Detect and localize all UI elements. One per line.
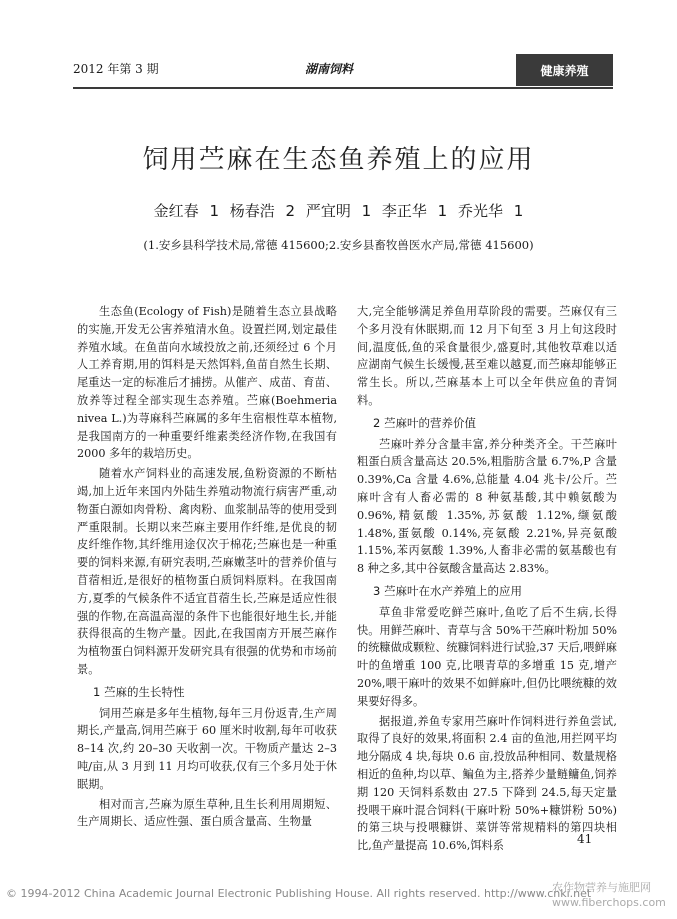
section-tab: 健康养殖 xyxy=(516,54,613,86)
journal-name: 湖南饲料 xyxy=(305,62,354,76)
paragraph: 大,完全能够满足养鱼用草阶段的需要。苎麻仅有三个多月没有休眠期,而 12 月下旬至 3 月上旬这段时间,温度低,鱼的采食量很少,盛夏时,其他牧草难以适应湖南气候生长缓慢,甚至难以越夏,而苎麻却能够正常生长。所以,苎麻基本上可以全年供应鱼的青饲料。 xyxy=(357,305,617,407)
author-list: 金红春 1 杨春浩 2 严宜明 1 李正华 1 乔光华 1 xyxy=(153,202,524,220)
watermark: 农作物营养与施肥网 www.fiberchops.com xyxy=(552,881,666,909)
paragraph: 苎麻叶养分含量丰富,养分种类齐全。干苎麻叶粗蛋白质含量高达 20.5%,粗脂肪含量 6.7%,P 含量 0.39%,Ca 含量 4.6%,总能量 4.04 兆卡/公斤。苎麻叶含有人畜必需的 8 种氨基酸,其中赖氨酸为 0.96%,精氨酸 1.35%,苏氨酸 1.12%,缬氨酸 1.48%,蛋氨酸 0.14%,亮氨酸 2.21%,异亮氨酸 1.15%,苯丙氨酸 1.39%,人畜非必需的氨基酸也有 8 种之多,其中谷氨酸含量高达 2.83%。 xyxy=(357,437,617,576)
paragraph: 随着水产饲料业的高速发展,鱼粉资源的不断枯竭,加上近年来国内外陆生养殖动物流行病害严重,动物蛋白源如肉骨粉、禽肉粉、血浆制品等的使用受到严重限制。长期以来苎麻主要用作纤维,是优良的韧皮纤维作物,其纤维用途仅次于棉花;苎麻也是一种重要的饲料来源,有研究表明,苎麻嫩茎叶的营养价值与苜蓿相近,是很好的植物蛋白质饲料原料。在我国南方,夏季的气候条件不适宜苜蓿生长,苎麻是适应性很强的作物,在高温高湿的条件下也能很好地生长,并能获得很高的生物产量。因此,在我国南方开展苎麻作为植物蛋白饲料源开发研究具有很强的优势和市场前景。 xyxy=(77,467,337,676)
section-heading: 3 苎麻叶在水产养殖上的应用 xyxy=(373,583,522,598)
affiliation: (1.安乡县科学技术局,常德 415600;2.安乡县畜牧兽医水产局,常德 415600) xyxy=(143,238,534,252)
paragraph: 生态鱼(Ecology of Fish)是随着生态立县战略的实施,开发无公害养殖清水鱼。设置拦网,划定最佳养殖水域。在鱼苗向水域投放之前,还须经过 6 个月人工养育期,用的饵料是天然饵料,鱼苗自然生长期、尾重达一定的标准后才捕捞。从催产、成苗、育苗、放养等过程全部实现生态养殖。苎麻(Boehmeria nivea L.)为荨麻科苎麻属的多年生宿根性草本植物,是我国南方的一种重要纤维素类经济作物,在我国有 2000 多年的栽培历史。 xyxy=(77,305,337,461)
paragraph: 相对而言,苎麻为原生草种,且生长利用周期短、生产周期长、适应性强、蛋白质含量高、生物量 xyxy=(77,797,337,829)
right-column xyxy=(357,303,617,857)
paragraph: 饲用苎麻是多年生植物,每年三月份返青,生产周期长,产量高,饲用苎麻于 60 厘米时收割,每年可收获 8–14 次,约 20–30 天收割一次。干物质产量达 2–3 吨/亩,从 3 月到 11 月均可收获,仅有三个多月处于休眠期。 xyxy=(77,706,337,791)
article-title: 饲用苎麻在生态鱼养殖上的应用 xyxy=(142,145,535,175)
copyright-footer: © 1994-2012 China Academic Journal Electronic Publishing House. All rights reserved. http://www.cnki.net xyxy=(6,887,592,900)
header-rule xyxy=(73,87,613,89)
paragraph: 据报道,养鱼专家用苎麻叶作饲料进行养鱼尝试,取得了良好的效果,将面积 2.4 亩的鱼池,用拦网平均地分隔成 4 块,每块 0.6 亩,投放品种相同、数量规格相近的鱼种,均以草、鳊鱼为主,搭养少量鲢鳙鱼,饲养期 120 天饲料系数由 27.5 下降到 24.5,每天定量投喂干麻叶混合饲料(干麻叶粉 50%+糠饼粉 50%)的第三块与投喂糠饼、菜饼等常规精料的第四块相比,鱼产量提高 10.6%,饵料系 xyxy=(357,714,617,853)
section-heading: 1 苎麻的生长特性 xyxy=(93,684,185,699)
paragraph: 草鱼非常爱吃鲜苎麻叶,鱼吃了后不生病,长得快。用鲜苎麻叶、青草与含 50%干苎麻叶粉加 50%的统糠做成颗粒、统糠饲料进行试验,37 天后,喂鲜麻叶的鱼增重 100 克,比喂青草的多增重 15 克,增产 20%,喂干麻叶的效果不如鲜麻叶,但仍比喂统糠的效果要好得多。 xyxy=(357,605,617,708)
issue-label: 2012 年第 3 期 xyxy=(73,62,159,76)
section-heading: 2 苎麻叶的营养价值 xyxy=(373,415,476,430)
page-number: 41 xyxy=(577,832,593,846)
left-column xyxy=(77,303,337,833)
